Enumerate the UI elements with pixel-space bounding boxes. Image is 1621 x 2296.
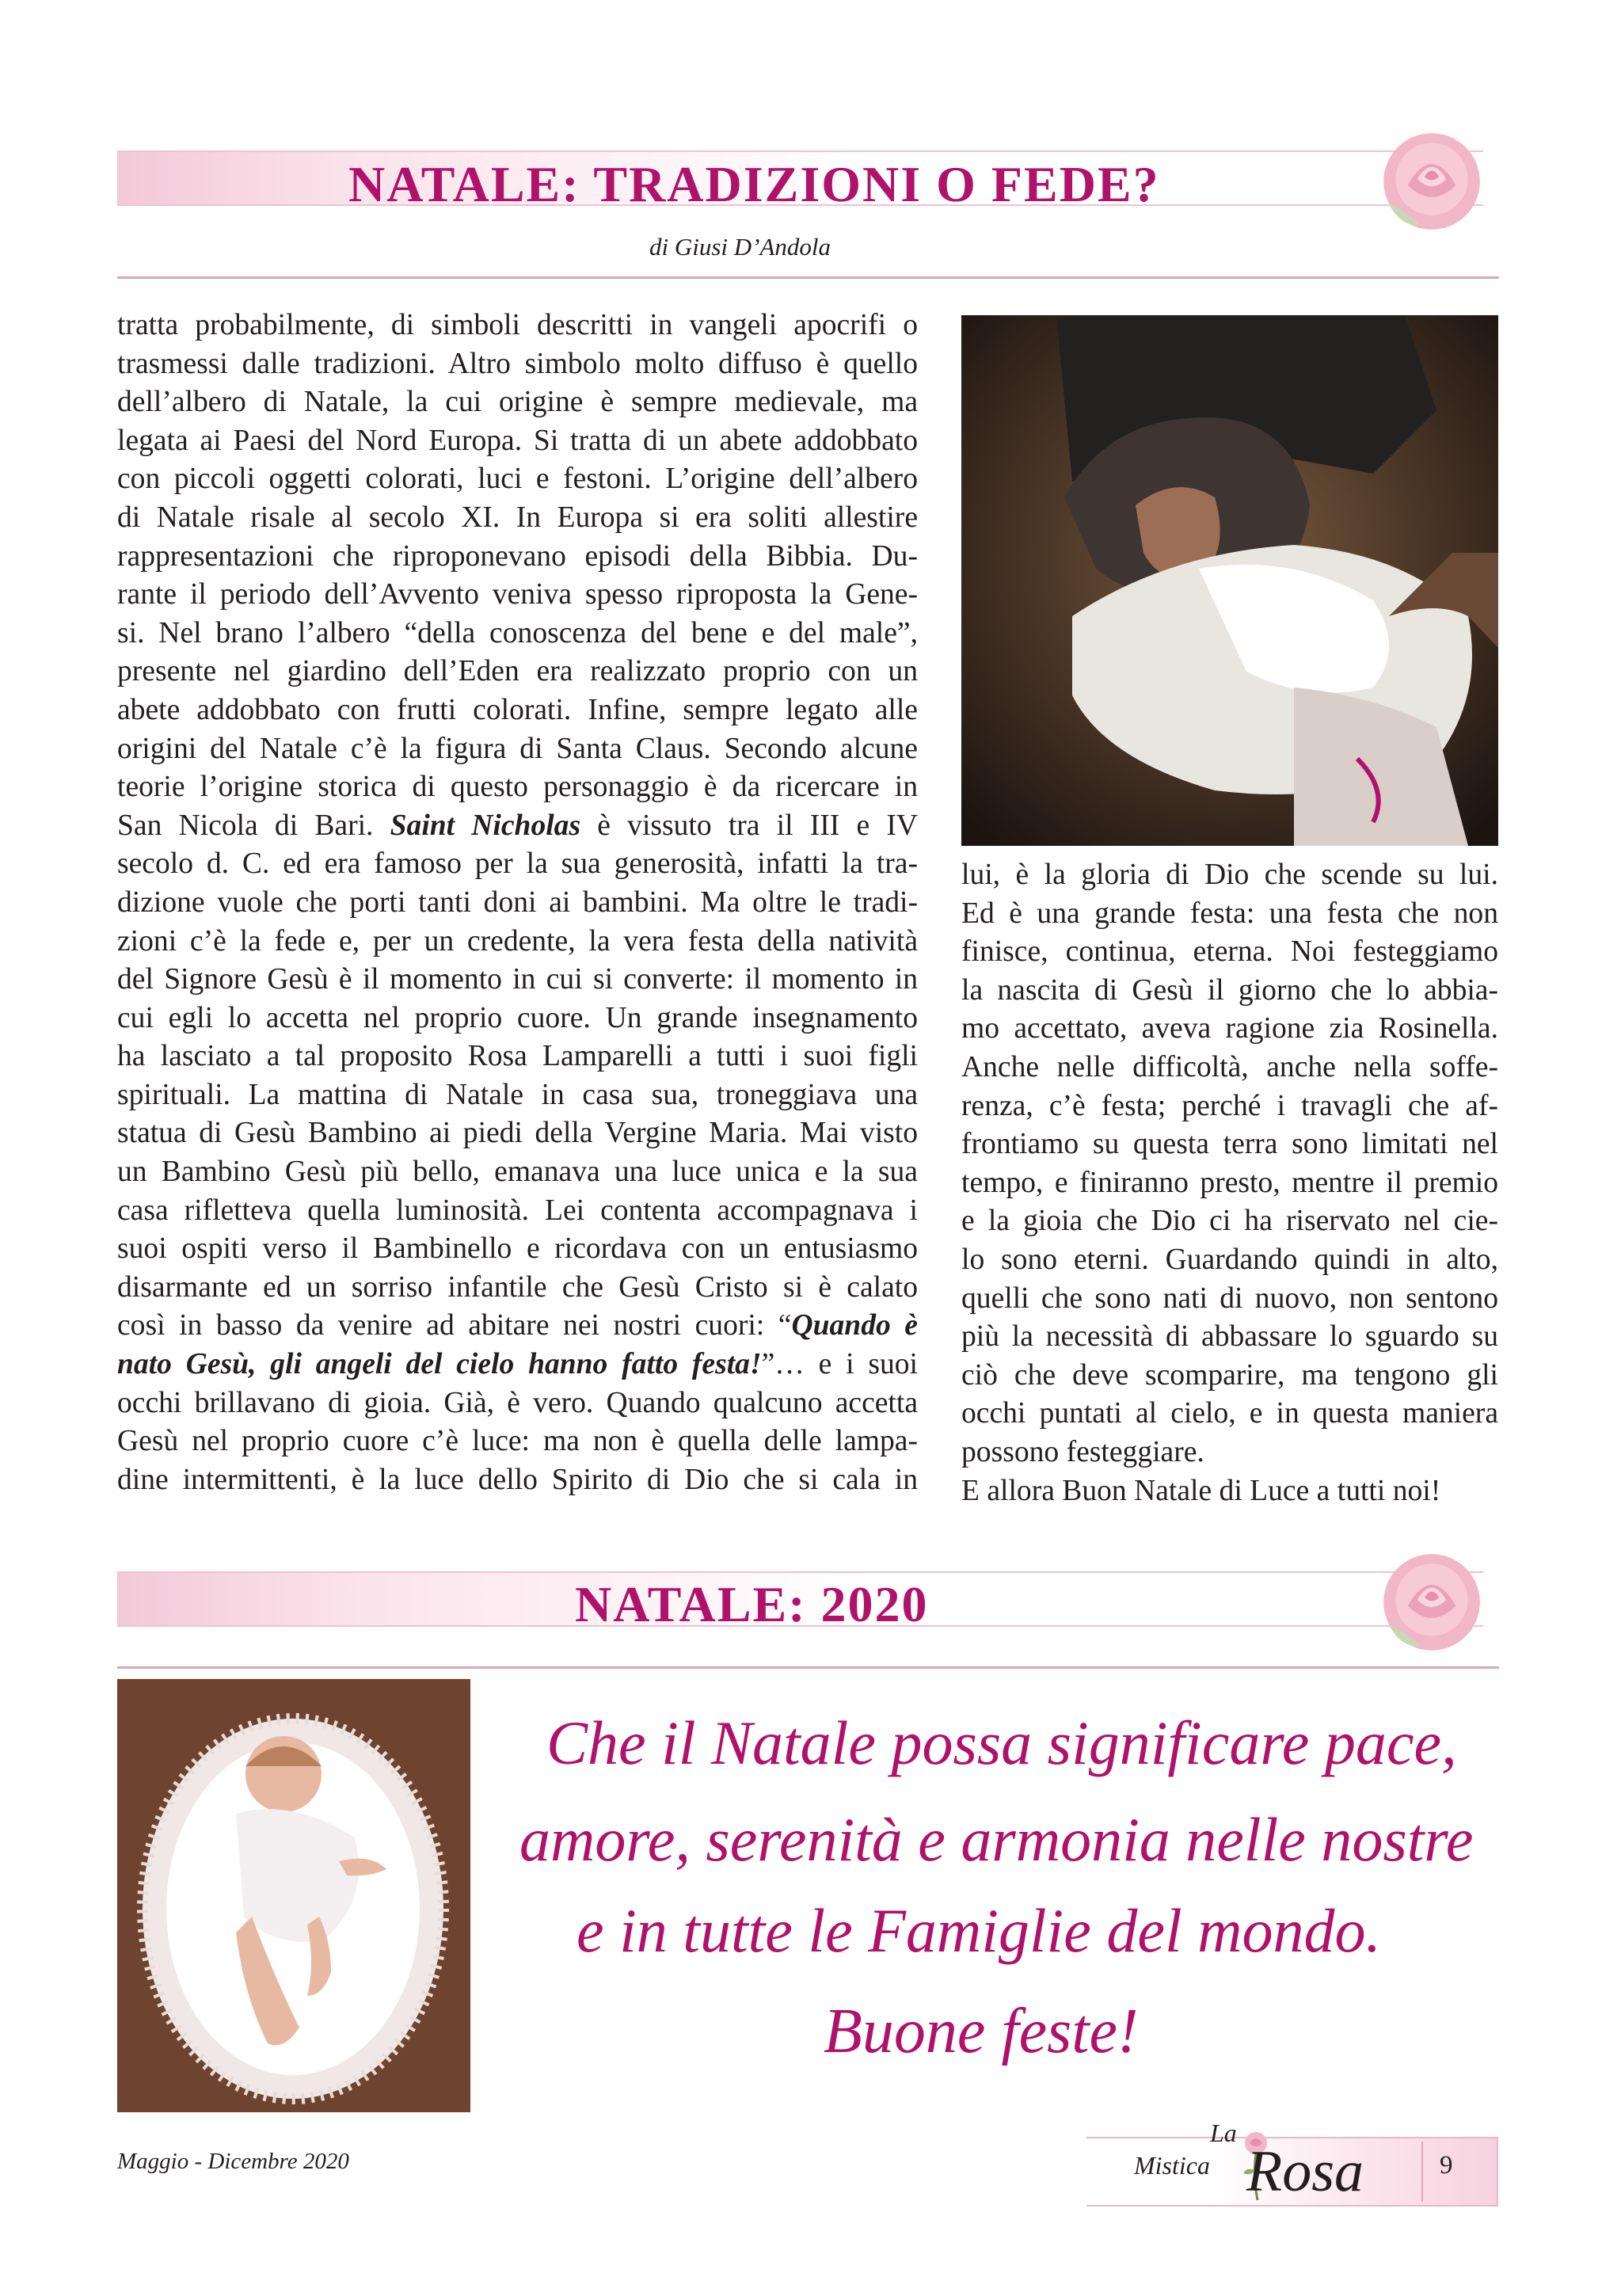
logo-text-mistica: Mistica [1134, 2151, 1210, 2180]
greeting-line: Che il Natale possa significare pace, [546, 1708, 1457, 1777]
text-line: disarmante ed un sorriso infantile che Gesù Cristo si è calato [117, 1270, 918, 1304]
text-line: e la gioia che Dio ci ha riservato nel cie- [961, 1205, 1498, 1238]
text-line: più la necessità di abbassare lo sguardo su [961, 1320, 1498, 1354]
text-line: E allora Buon Natale di Luce a tutti noi! [961, 1474, 1441, 1507]
text-line: ha lasciato a tal proposito Rosa Lamparelli a tutti i suoi figli [117, 1040, 918, 1073]
text-line: legata ai Paesi del Nord Europa. Si tratta di un abete addobbato [117, 424, 918, 457]
logo-text-rosa: Rosa [1246, 2139, 1364, 2204]
text-span: è vissuto tra il III e IV [580, 809, 918, 842]
article-right-column [961, 856, 1498, 1510]
text-line: lo sono eterni. Guardando quindi in alto, [961, 1243, 1498, 1276]
text-line: occhi puntati al cielo, e in questa maniera [961, 1397, 1498, 1430]
text-line: Ed è una grande festa: una festa che non [961, 897, 1498, 930]
text-line: rante il periodo dell’Avvento veniva spesso riproposta la Gene- [117, 578, 918, 611]
text-line: frontiamo su questa terra sono limitati nel [961, 1128, 1498, 1161]
divider [1421, 2142, 1423, 2202]
text-line: un Bambino Gesù più bello, emanava una luce unica e la sua [117, 1156, 918, 1189]
text-line: dine intermittenti, è la luce dello Spirito di Dio che si cala in [117, 1463, 918, 1496]
article-title: NATALE: TRADIZIONI O FEDE? [348, 156, 1160, 212]
page-number: 9 [1440, 2151, 1453, 2180]
issue-date: Maggio - Dicembre 2020 [117, 2149, 349, 2174]
text-line: dell’albero di Natale, la cui origine è sempre medievale, ma [117, 386, 918, 419]
text-line: quelli che sono nati di nuovo, non sentono [961, 1281, 1498, 1315]
text-line: tratta probabilmente, di simboli descritti in vangeli apocrifi o [117, 309, 918, 341]
text-line: trasmessi dalle tradizioni. Altro simbolo molto diffuso è quello [117, 347, 918, 380]
text-line: lui, è la gloria di Dio che scende su lui. [961, 859, 1498, 891]
text-span: San Nicola di Bari. [117, 809, 390, 842]
text-line: statua di Gesù Bambino ai piedi della Vergine Maria. Mai visto [117, 1117, 918, 1150]
text-line [117, 1346, 918, 1384]
greeting-line: Buone feste! [824, 1997, 1139, 2066]
text-line: rappresentazioni che riproponevano episodi della Bibbia. Du- [117, 539, 918, 573]
text-line: origini del Natale c’è la figura di Santa Claus. Secondo alcune [117, 732, 918, 765]
text-line: cui egli lo accetta nel proprio cuore. Un grande insegnamento [117, 1001, 918, 1034]
divider [117, 1666, 1499, 1669]
section-title: NATALE: 2020 [575, 1576, 929, 1632]
text-line: spirituali. La mattina di Natale in casa sua, troneggiava una [117, 1078, 918, 1111]
text-line: Anche nelle difficoltà, anche nella soffe- [961, 1050, 1498, 1083]
text-line: renza, c’è festa; perché i travagli che af- [961, 1089, 1498, 1122]
text-line: secolo d. C. ed era famoso per la sua generosità, infatti la tra- [117, 847, 918, 881]
text-line: tempo, e finiranno presto, mentre il premio [961, 1166, 1498, 1199]
text-span: così in basso da venire ad abitare nei nostri cuori: “ [117, 1309, 792, 1342]
text-line [117, 807, 918, 846]
photo-illustration [961, 315, 1498, 846]
photo-illustration [117, 1679, 470, 2112]
text-line: possono festeggiare. [961, 1435, 1204, 1468]
text-line: di Natale risale al secolo XI. In Europa si era soliti allestire [117, 501, 918, 534]
greeting-line: amore, serenità e armonia nelle nostre [519, 1805, 1474, 1874]
text-line: si. Nel brano l’albero “della conoscenza del bene e del male”, [117, 616, 918, 649]
photo-baby-jesus-statue [117, 1679, 470, 2112]
text-line: zioni c’è la fede e, per un credente, la vera festa della natività [117, 924, 918, 958]
emphasis: Saint Nicholas [390, 809, 581, 842]
text-line: presente nel giardino dell’Eden era realizzato proprio con un [117, 655, 918, 688]
quote: nato Gesù, gli angeli del cielo hanno fatto festa! [117, 1348, 762, 1381]
text-line: la nascita di Gesù il giorno che lo abbia- [961, 973, 1498, 1007]
logo-text-la: La [1210, 2119, 1237, 2147]
byline: di Giusi D’Andola [649, 233, 831, 261]
text-line: con piccoli oggetti colorati, luci e festoni. L’origine dell’albero [117, 463, 918, 496]
text-span: ”… e i suoi [761, 1348, 919, 1381]
greeting-line: e in tutte le Famiglie del mondo. [576, 1896, 1381, 1965]
rose-icon [1372, 1540, 1492, 1660]
text-line: teorie l’origine storica di questo personaggio è da ricercare in [117, 771, 918, 804]
rose-icon [1372, 119, 1492, 239]
quote: Quando è [791, 1309, 918, 1342]
photo-woman-holding-child-statue [961, 315, 1498, 846]
text-line: occhi brillavano di gioia. Già, è vero. Quando qualcuno accetta [117, 1386, 918, 1419]
text-line: ciò che deve scomparire, ma tengono gli [961, 1358, 1498, 1392]
text-line: mo accettato, aveva ragione zia Rosinella. [961, 1012, 1498, 1045]
text-line: dizione vuole che porti tanti doni ai bambini. Ma oltre le tradi- [117, 885, 918, 919]
text-line: abete addobbato con frutti colorati. Infine, sempre legato alle [117, 693, 918, 726]
text-line: casa rifletteva quella luminosità. Lei contenta accompagnava i [117, 1194, 918, 1227]
text-line: finisce, continua, eterna. Noi festeggiamo [961, 935, 1498, 969]
text-line: suoi ospiti verso il Bambinello e ricordava con un entusiasmo [117, 1232, 918, 1266]
text-line: del Signore Gesù è il momento in cui si converte: il momento in [117, 963, 918, 996]
article-left-column [117, 307, 918, 1499]
text-line [117, 1307, 918, 1346]
text-line: Gesù nel proprio cuore c’è luce: ma non è quella delle lampa- [117, 1425, 918, 1458]
divider [117, 276, 1499, 279]
